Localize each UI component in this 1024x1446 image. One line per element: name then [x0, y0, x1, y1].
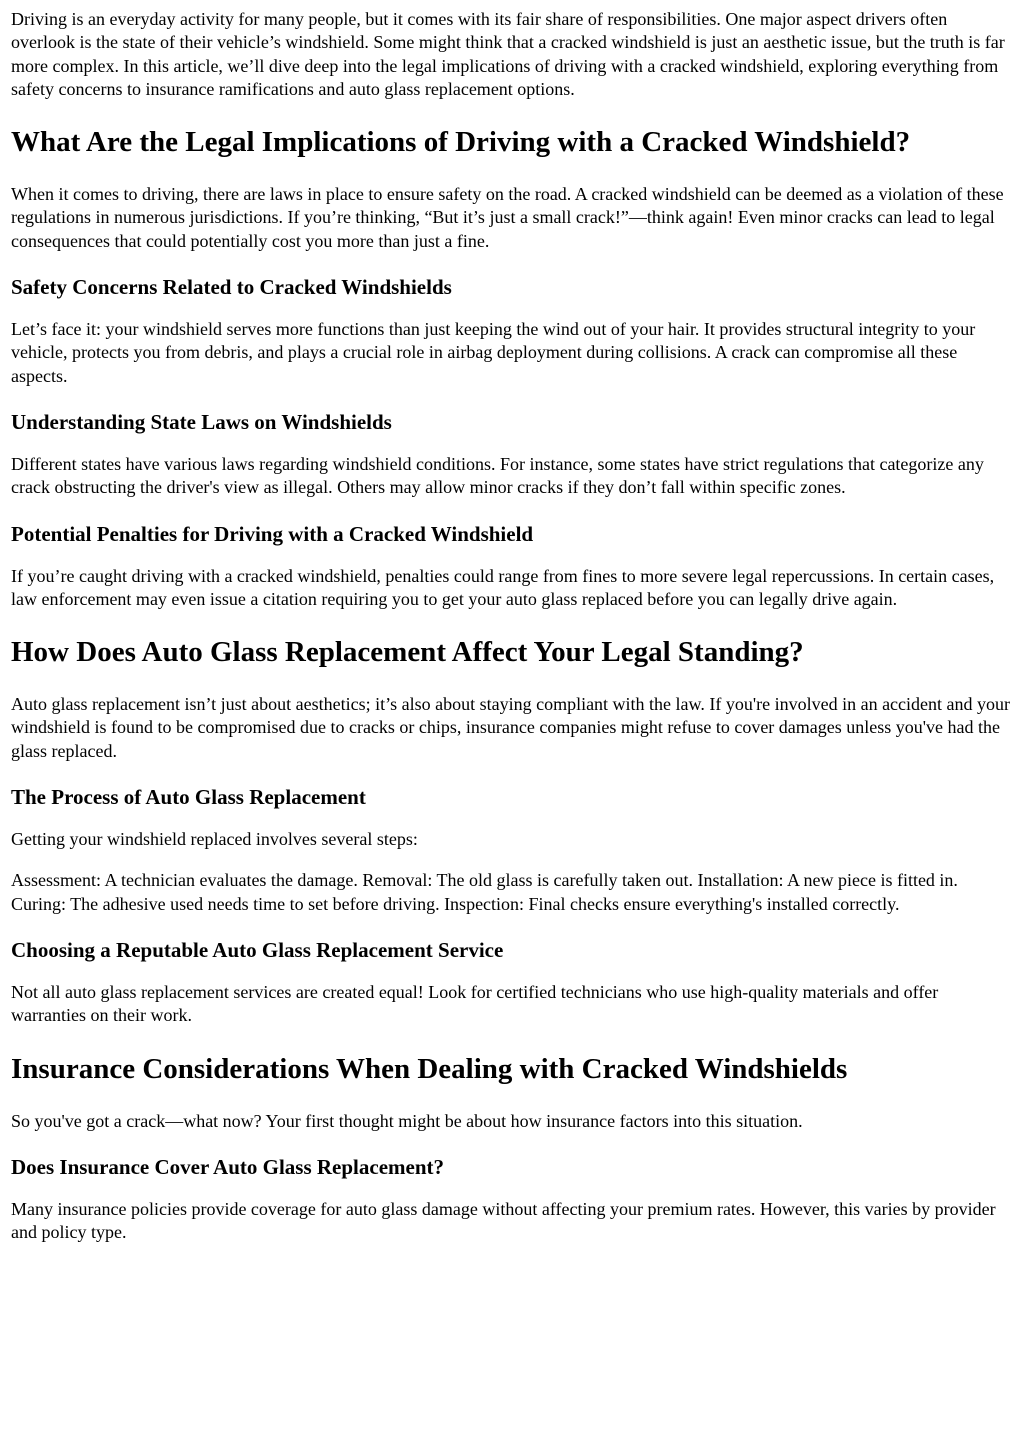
subsection-body-penalties: If you’re caught driving with a cracked windshield, penalties could range from fines to more severe legal repercussions. In certain cases, law enforcement may even issue a citation requiring you to get your auto glass replaced before you can legally drive again. — [11, 565, 995, 609]
section-body-legal-implications: When it comes to driving, there are laws in place to ensure safety on the road. A cracked windshield can be deemed as a violation of these regulations in numerous jurisdictions. If you’re thinking, “But it’s just a small crack!”—think again! Even minor cracks can lead to legal consequences that could potentially cost you more than just a fine. — [11, 184, 1004, 251]
subsection-body-safety-concerns: Let’s face it: your windshield serves more functions than just keeping the wind out of your hair. It provides structural integrity to your vehicle, protects you from debris, and plays a crucial role in airbag deployment during collisions. A crack can compromise all these aspects. — [11, 319, 976, 386]
subsection-heading-safety-concerns: Safety Concerns Related to Cracked Windshields — [11, 275, 452, 300]
subsection-heading-state-laws: Understanding State Laws on Windshields — [11, 409, 392, 434]
section-heading-legal-implications: What Are the Legal Implications of Driving with a Cracked Windshield? — [11, 126, 911, 159]
subsection-steps-replacement-process: Assessment: A technician evaluates the damage. Removal: The old glass is carefully taken out. Installation: A new piece is fitted in. Curing: The adhesive used needs time to set before driving. Inspection: Final checks ensure everything's installed correctly. — [11, 870, 958, 914]
intro-paragraph: Driving is an everyday activity for many people, but it comes with its fair share of responsibilities. One major aspect drivers often overlook is the state of their vehicle’s windshield. Some might think that a cracked windshield is just an aesthetic issue, but the truth is far more complex. In this article, we’ll dive deep into the legal implications of driving with a cracked windshield, exploring everything from safety concerns to insurance ramifications and auto glass replacement options. — [11, 9, 1005, 99]
subsection-body-insurance-coverage: Many insurance policies provide coverage for auto glass damage without affecting your premium rates. However, this varies by provider and policy type. — [11, 1198, 996, 1243]
subsection-heading-replacement-process: The Process of Auto Glass Replacement — [11, 785, 366, 810]
subsection-body-choosing-service: Not all auto glass replacement services are created equal! Look for certified technicians who use high-quality materials and offer warranties on their work. — [11, 981, 939, 1026]
subsection-heading-penalties: Potential Penalties for Driving with a Cracked Windshield — [11, 521, 534, 546]
subsection-body-state-laws: Different states have various laws regarding windshield conditions. For instance, some states have strict regulations that categorize any crack obstructing the driver's view as illegal. Others may allow minor cracks if they don’t fall within specific zones. — [11, 453, 984, 498]
section-body-insurance: So you've got a crack—what now? Your first thought might be about how insurance factors into this situation. — [11, 1110, 803, 1131]
section-heading-insurance: Insurance Considerations When Dealing with Cracked Windshields — [11, 1052, 848, 1085]
subsection-heading-insurance-coverage: Does Insurance Cover Auto Glass Replacement? — [11, 1154, 445, 1179]
subsection-body-replacement-process: Getting your windshield replaced involves several steps: — [11, 829, 418, 850]
section-body-auto-glass-replacement: Auto glass replacement isn’t just about aesthetics; it’s also about staying compliant with the law. If you're involved in an accident and your windshield is found to be compromised due to cracks or chips, insurance companies might refuse to cover damages unless you've had the glass replaced. — [11, 694, 1011, 761]
subsection-heading-choosing-service: Choosing a Reputable Auto Glass Replacement Service — [11, 937, 504, 962]
section-heading-auto-glass-replacement: How Does Auto Glass Replacement Affect Your Legal Standing? — [11, 636, 804, 669]
